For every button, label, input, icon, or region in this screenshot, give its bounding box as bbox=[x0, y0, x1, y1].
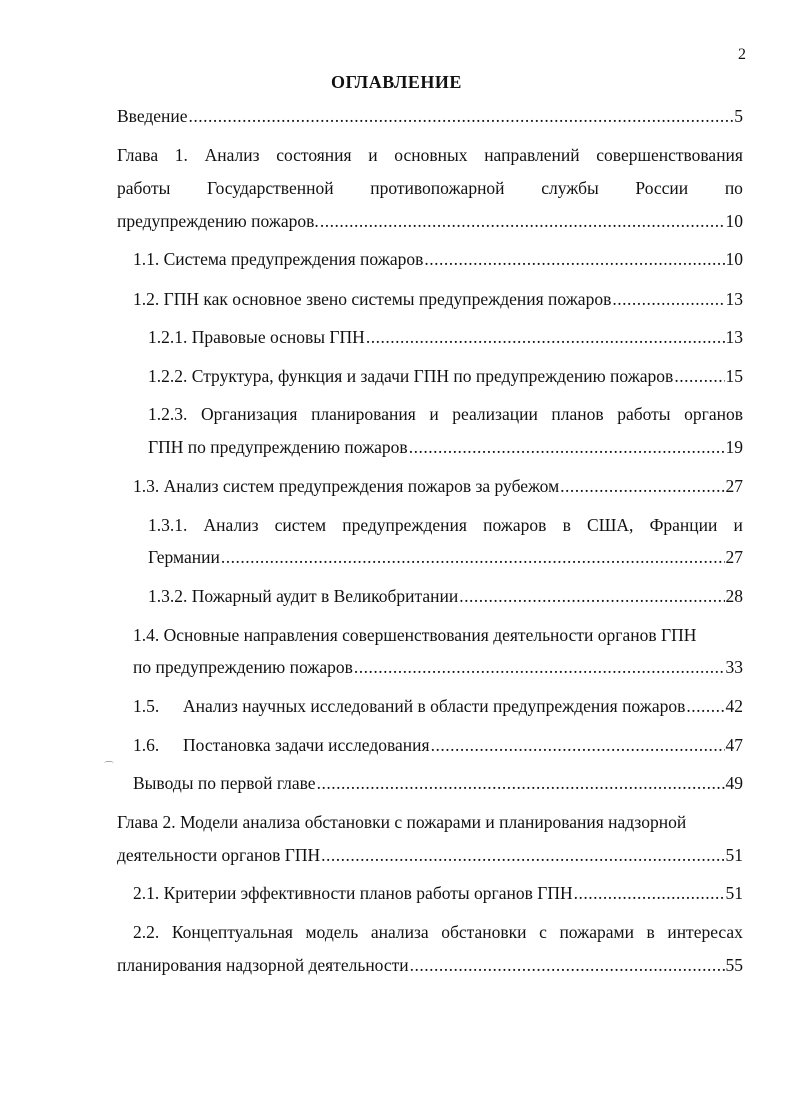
toc-entry-1-2-2[interactable] bbox=[148, 365, 743, 387]
toc-page-number: 55 bbox=[725, 955, 743, 975]
toc-entry-1-3-1-line-1[interactable] bbox=[148, 514, 743, 536]
toc-title: ОГЛАВЛЕНИЕ bbox=[331, 72, 462, 92]
dot-leader bbox=[560, 475, 724, 497]
toc-entry-number: 1.6. bbox=[133, 735, 160, 755]
toc-entry-text bbox=[133, 695, 685, 717]
toc-entry-1-3-2[interactable] bbox=[148, 585, 743, 607]
toc-entry-text: 1.2. ГПН как основное звено системы предупреждения пожаров bbox=[133, 289, 612, 309]
word: состояния bbox=[276, 145, 352, 165]
toc-page-number: 27 bbox=[725, 547, 743, 567]
word: пожаров bbox=[483, 515, 547, 535]
toc-entry-chapter-1-line-2[interactable] bbox=[117, 177, 743, 199]
toc-entry-title: Постановка задачи исследования bbox=[183, 735, 430, 755]
toc-entry-1-2[interactable] bbox=[133, 288, 743, 310]
dot-leader bbox=[409, 436, 725, 458]
word: обстановки bbox=[441, 922, 527, 942]
dot-leader bbox=[366, 326, 725, 348]
toc-page-number: 47 bbox=[725, 735, 743, 755]
word: Государственной bbox=[207, 178, 334, 198]
toc-entry-1-2-3-line-2[interactable] bbox=[148, 436, 743, 458]
toc-entry-text: 1.1. Система предупреждения пожаров bbox=[133, 249, 424, 269]
toc-page-number: 51 bbox=[725, 883, 743, 903]
toc-entry-number: 1.5. bbox=[133, 696, 160, 716]
toc-entry-1-2-1[interactable] bbox=[148, 326, 743, 348]
word: реализации bbox=[452, 404, 538, 424]
toc-entry-text: 2.1. Критерии эффективности планов работы органов ГПН bbox=[133, 883, 573, 903]
word: работы bbox=[617, 404, 671, 424]
dot-leader bbox=[317, 772, 725, 794]
toc-page-number: 10 bbox=[725, 211, 743, 231]
toc-entry-intro[interactable] bbox=[117, 105, 743, 127]
dot-leader bbox=[431, 734, 725, 756]
toc-entry-chapter-1-line-3[interactable] bbox=[117, 210, 743, 232]
toc-entry-1-4-line-2[interactable] bbox=[133, 656, 743, 678]
toc-entry-text: 1.3. Анализ систем предупреждения пожаров за рубежом bbox=[133, 476, 560, 496]
toc-page-number: 27 bbox=[725, 476, 743, 496]
toc-entry-text bbox=[133, 734, 430, 756]
dot-leader bbox=[321, 844, 724, 866]
toc-entry-2-2-line-2[interactable] bbox=[117, 954, 743, 976]
word: по bbox=[724, 178, 743, 198]
word: планирования bbox=[311, 404, 416, 424]
dot-leader bbox=[612, 288, 724, 310]
toc-entry-1-4-line-1[interactable]: 1.4. Основные направления совершенствования деятельности органов ГПН bbox=[133, 625, 697, 645]
word: анализа bbox=[370, 922, 429, 942]
toc-entry-1-1[interactable] bbox=[133, 248, 743, 270]
scan-mark: ⌒ bbox=[104, 762, 114, 773]
toc-page-number: 19 bbox=[725, 437, 743, 457]
word: модель bbox=[305, 922, 359, 942]
dot-leader bbox=[189, 105, 734, 127]
toc-entry-text: планирования надзорной деятельности bbox=[117, 955, 409, 975]
word: предупреждения bbox=[342, 515, 467, 535]
toc-page-number: 33 bbox=[725, 657, 743, 677]
word: совершенствования bbox=[596, 145, 743, 165]
toc-entry-text: 1.3.2. Пожарный аудит в Великобритании bbox=[148, 586, 459, 606]
word: России bbox=[635, 178, 689, 198]
toc-page-number: 5 bbox=[734, 106, 743, 126]
word: Анализ bbox=[204, 145, 260, 165]
word: интересах bbox=[667, 922, 743, 942]
word: и bbox=[368, 145, 378, 165]
word: и bbox=[733, 515, 743, 535]
word: с bbox=[539, 922, 547, 942]
word: и bbox=[429, 404, 439, 424]
toc-page-number: 51 bbox=[725, 845, 743, 865]
word: основных bbox=[394, 145, 468, 165]
toc-entry-1-6[interactable] bbox=[133, 734, 743, 756]
dot-leader bbox=[674, 365, 724, 387]
word: США, bbox=[587, 515, 634, 535]
toc-entry-1-3[interactable] bbox=[133, 475, 743, 497]
dot-leader bbox=[424, 248, 724, 270]
dot-leader bbox=[574, 882, 725, 904]
word: органов bbox=[684, 404, 743, 424]
toc-entry-text: деятельности органов ГПН bbox=[117, 845, 321, 865]
word: 1.2.3. bbox=[148, 404, 188, 424]
dot-leader bbox=[410, 954, 725, 976]
page-number: 2 bbox=[738, 46, 746, 63]
word: систем bbox=[274, 515, 327, 535]
toc-entry-text: ГПН по предупреждению пожаров bbox=[148, 437, 408, 457]
toc-entry-text: Введение bbox=[117, 106, 188, 126]
toc-entry-1-3-1-line-2[interactable] bbox=[148, 546, 743, 568]
word: 2.2. bbox=[133, 922, 160, 942]
word: противопожарной bbox=[370, 178, 505, 198]
word: Глава bbox=[117, 145, 159, 165]
toc-entry-1-2-3-line-1[interactable] bbox=[148, 403, 743, 425]
toc-entry-2-2-line-1[interactable] bbox=[133, 921, 743, 943]
toc-entry-2-1[interactable] bbox=[133, 882, 743, 904]
toc-entry-text: 1.2.1. Правовые основы ГПН bbox=[148, 327, 365, 347]
dot-leader bbox=[354, 656, 725, 678]
toc-page-number: 15 bbox=[725, 366, 743, 386]
word: направлений bbox=[484, 145, 580, 165]
word: в bbox=[646, 922, 655, 942]
word: пожарами bbox=[559, 922, 634, 942]
toc-entry-text: Выводы по первой главе bbox=[133, 773, 316, 793]
word: Анализ bbox=[203, 515, 259, 535]
toc-entry-chapter-1-conclusions[interactable] bbox=[133, 772, 743, 794]
toc-entry-chapter-2-line-1[interactable]: Глава 2. Модели анализа обстановки с пожарами и планирования надзорной bbox=[117, 812, 687, 832]
word: 1.3.1. bbox=[148, 515, 188, 535]
toc-page-number: 28 bbox=[725, 586, 743, 606]
word: службы bbox=[541, 178, 599, 198]
word: Организация bbox=[200, 404, 298, 424]
toc-page-number: 13 bbox=[725, 327, 743, 347]
word: 1. bbox=[174, 145, 188, 165]
toc-entry-text: предупреждению пожаров. bbox=[117, 211, 319, 231]
toc-entry-text: 1.2.2. Структура, функция и задачи ГПН по предупреждению пожаров bbox=[148, 366, 674, 386]
word: в bbox=[562, 515, 571, 535]
toc-entry-chapter-1-line-1[interactable] bbox=[117, 144, 743, 166]
toc-entry-1-5[interactable] bbox=[133, 695, 743, 717]
toc-entry-chapter-2-line-2[interactable] bbox=[117, 844, 743, 866]
dot-leader bbox=[221, 546, 725, 568]
toc-page-number: 49 bbox=[725, 773, 743, 793]
toc-page-number: 13 bbox=[725, 289, 743, 309]
word: планов bbox=[551, 404, 604, 424]
toc-page-number: 42 bbox=[725, 696, 743, 716]
word: Франции bbox=[649, 515, 718, 535]
dot-leader bbox=[320, 210, 725, 232]
toc-entry-text: по предупреждению пожаров bbox=[133, 657, 353, 677]
dot-leader bbox=[459, 585, 724, 607]
toc-entry-title: Анализ научных исследований в области предупреждения пожаров bbox=[183, 696, 686, 716]
toc-entry-text: Германии bbox=[148, 547, 220, 567]
dot-leader bbox=[686, 695, 724, 717]
word: Концептуальная bbox=[171, 922, 293, 942]
word: работы bbox=[117, 178, 171, 198]
toc-page-number: 10 bbox=[725, 249, 743, 269]
